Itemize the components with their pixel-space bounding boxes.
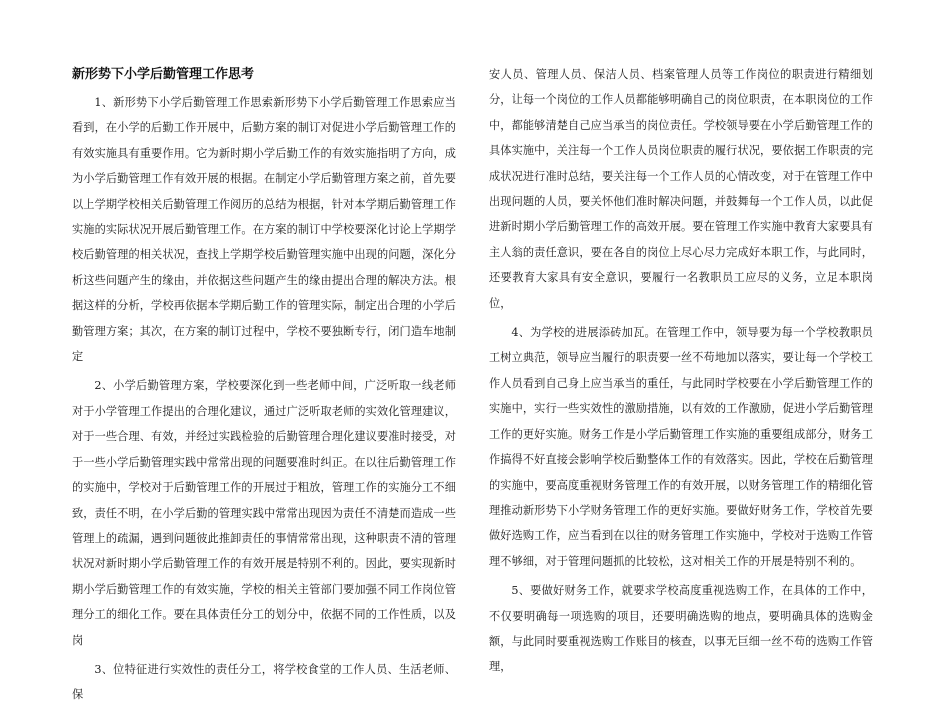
paragraph-3-continued: 安人员、管理人员、保洁人员、档案管理人员等工作岗位的职责进行精细划分，让每一个岗位的工作人员都能够明确自己的岗位职责，在本职岗位的工作中，都能够清楚自己应当承当的岗位责任。学校领导要在小学后勤管理工作的具体实施中，关注每一个工作人员岗位职责的履行状况，要依据工作职责的完成状况进行准时总结，要关注每一个工作人员的心情改变，对于在管理工作中出现问题的人员，要关怀他们准时解决问题，并鼓舞每一个工作人员，以此促进新时期小学后勤管理工作的高效开展。要在管理工作实施中教育大家要具有主人翁的责任意识，要在各自的岗位上尽心尽力完成好本职工作，与此同时，还要教育大家具有安全意识，要履行一名教职员工应尽的义务，立足本职岗位， [489,68,873,310]
paragraph-1: 1、新形势下小学后勤管理工作思索新形势下小学后勤管理工作思索应当看到，在小学的后勤工作开展中，后勤方案的制订对促进小学后勤管理工作的有效实施具有重要作用。它为新时期小学后勤工作的有效实施指明了方向，成为小学后勤管理工作有效开展的根据。在制定小学后勤管理方案之前，首先要以上学期学校相关后勤管理工作阅历的总结为根据，针对本学期后勤管理工作实施的实际状况开展后勤管理工作。在方案的制订中学校要深化讨论上学期学校后勤管理的相关状况，查找上学期学校后勤管理实施中出现的问题，深化分析这些问题产生的缘由，并依据这些问题产生的缘由提出合理的解决方法。根据这样的分析，学校再依据本学期后勤工作的管理实际，制定出合理的小学后勤管理方案；其次，在方案的制订过程中，学校不要独断专行，闭门造车地制定 [72,96,456,364]
paragraph-4: 4、为学校的进展添砖加瓦。在管理工作中，领导要为每一个学校教职员工树立典范，领导应当履行的职责要一丝不苟地加以落实，要让每一个学校工作人员看到自己身上应当承当的重任，与此同时学校要在小学后勤管理工作的实施中，实行一些实效性的激励措施，以有效的工作激励，促进小学后勤管理工作的更好实施。财务工作是小学后勤管理工作实施的重要组成部分，财务工作搞得不好直接会影响学校后勤整体工作的有效落实。因此，学校在后勤管理的实施中，要高度重视财务管理工作的有效开展，以财务管理工作的精细化管理推动新形势下小学财务管理工作的更好实施。要做好财务工作，学校首先要做好选购工作，应当看到在以往的财务管理工作实施中，学校对于选购工作管理不够细，对于管理问题抓的比较松，这对相关工作的开展是特别不利的。 [489,326,873,568]
right-column [489,62,873,684]
paragraph-5: 5、要做好财务工作，就要求学校高度重视选购工作，在具体的工作中，不仅要明确每一项选购的项目，还要明确选购的地点，要明确具体的选购金额，与此同时要重视选购工作账目的核查，以事无巨细一丝不苟的选购工作管理， [489,584,873,674]
left-column [72,66,456,712]
paragraph-2: 2、小学后勤管理方案，学校要深化到一些老师中间，广泛听取一线老师对于小学管理工作提出的合理化建议，通过广泛听取老师的实效化管理建议，对于一些合理、有效，并经过实践检验的后勤管理合理化建议要准时接受，对于一些小学后勤管理实践中常常出现的问题要准时纠正。在以往后勤管理工作的实施中，学校对于后勤管理工作的开展过于粗放，管理工作的实施分工不细致，责任不明，在小学后勤的管理实践中常常出现因为责任不清楚而造成一些管理上的疏漏，遇到问题彼此推卸责任的事情常常出现，这种职责不清的管理状况对新时期小学后勤管理工作的有效开展是特别不利的。因此，要实现新时期小学后勤管理工作的有效实施，学校的相关主管部门要加强不同工作岗位管理分工的细化工作。要在具体责任分工的划分中，依据不同的工作性质，以及岗 [72,379,456,647]
paragraph-3-start: 3、位特征进行实效性的责任分工，将学校食堂的工作人员、生活老师、保 [72,662,456,702]
document-title: 新形势下小学后勤管理工作思考 [72,67,255,82]
